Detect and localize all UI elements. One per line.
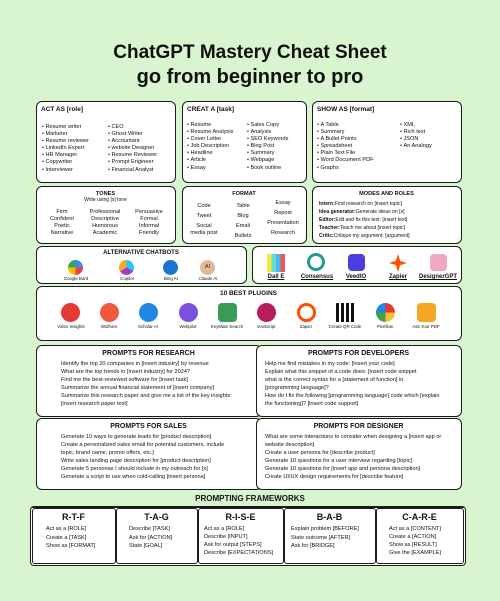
format-panel	[182, 186, 307, 244]
prompt-line: Write sales landing page description for [product description]	[61, 458, 211, 464]
voxscript-icon[interactable]	[257, 303, 276, 322]
prompt-line: Generate 10 ways to generate leads for [product description]	[61, 434, 212, 440]
framework-lines	[46, 525, 95, 551]
create-a-col1	[187, 122, 233, 172]
picellow-label: Picellow	[376, 324, 394, 329]
framework-rtf	[32, 508, 116, 564]
framework-care	[376, 508, 464, 564]
list-item: Social	[196, 222, 212, 229]
list-item: • XML	[400, 122, 432, 129]
chatbots-title: ALTERNATIVE CHATBOTS	[103, 250, 179, 256]
framework-lines	[291, 525, 359, 551]
zapier-plugin-icon[interactable]	[297, 303, 316, 322]
list-item: Informal	[138, 222, 160, 229]
framework-line: State [GOAL]	[129, 543, 163, 549]
list-item: Repost	[274, 209, 292, 216]
prompt-line: Generate 10 questions for a user interview regarding [topic]	[265, 458, 413, 464]
framework-line: Show as [FORMAT]	[46, 543, 96, 549]
tools-panel	[252, 246, 462, 284]
video-insights-label: Video Insights	[57, 324, 85, 329]
show-as-title: SHOW AS [format]	[317, 106, 375, 113]
format-col2	[225, 203, 261, 240]
framework-line: Describe [INPUT]	[204, 534, 248, 540]
list-item: • A Table	[317, 122, 374, 129]
list-item: • Resume reviewer	[42, 138, 89, 145]
list-item: Essay	[275, 200, 291, 206]
framework-line: Create a [ACTION]	[389, 534, 437, 540]
chatbots-panel	[36, 246, 247, 284]
list-item: • Plain Text File	[317, 150, 374, 157]
list-item: • Spreadsheet	[317, 143, 374, 150]
list-item: Persuasive	[135, 209, 163, 215]
list-item: Bullets	[234, 232, 252, 239]
zapier-plugin-label: Zapier	[299, 324, 313, 329]
list-item: Narrative	[50, 229, 74, 236]
list-item: • Copywriter	[42, 159, 89, 166]
act-as-panel	[36, 101, 176, 183]
prompt-line: what is the correct syntax for a [statement of function] in	[265, 377, 404, 383]
research-lines	[61, 360, 232, 408]
veedio-link[interactable]: VeedIO	[345, 274, 367, 280]
modes-title: MODES AND ROLES	[359, 191, 414, 197]
prompt-line: the functioning]? [insert code support]	[265, 401, 359, 407]
list-item: • Cover Letter	[187, 136, 233, 143]
prompt-line: What are the top trends in [insert industry] for 2024?	[61, 369, 191, 375]
designergpt-icon[interactable]	[430, 254, 447, 271]
list-item: • Word Document PDF	[317, 157, 374, 164]
list-item: • Accountant	[108, 138, 157, 145]
sales-panel	[36, 418, 262, 490]
format-col3	[261, 200, 305, 237]
webpilot-label: Webpilot	[179, 324, 197, 329]
developers-panel	[256, 345, 462, 417]
google-bard-label: Google Bard	[63, 276, 89, 281]
list-item: Poetic	[54, 222, 70, 229]
designer-panel	[256, 418, 462, 490]
developers-title: PROMPTS FOR DEVELOPERS	[307, 350, 410, 357]
list-item: • Resume Reviewer	[108, 152, 157, 159]
keymate-search-label: KeyMate Search	[210, 324, 244, 329]
tones-col3	[129, 209, 169, 237]
tones-title: TONES	[95, 191, 116, 197]
framework-line: Create a [TASK]	[46, 534, 87, 541]
show-as-col1	[317, 122, 374, 172]
list-item: Table	[236, 203, 250, 209]
prompt-line: Help me find mistakes in my code: [insert your code]	[265, 361, 395, 367]
list-item: • Summary	[247, 150, 288, 157]
show-as-col2	[400, 122, 432, 150]
format-col1	[185, 203, 223, 237]
framework-rise	[198, 508, 284, 564]
format-title: FORMAT	[232, 191, 256, 197]
list-item: • Book outline	[247, 165, 288, 172]
framework-lines	[129, 525, 172, 551]
prompt-line: Generate 10 questions for [insert app and persona description]	[265, 466, 421, 472]
modes-list	[319, 200, 410, 240]
list-item: • A Bullet Points	[317, 136, 374, 143]
dall-e-icon[interactable]	[267, 254, 285, 272]
list-item: • HR Manager	[42, 152, 89, 159]
prompt-line: What are some interactions to consider when designing a [insert app or	[265, 434, 442, 440]
tones-col2	[83, 209, 127, 237]
framework-line: Describe [TASK]	[129, 526, 170, 532]
claude-ai-label: Claude AI	[198, 276, 218, 281]
prompt-line: How do I fix the following [programming language] code which [explain	[265, 393, 440, 399]
prompt-line: Summarize this research paper and give me a list of the key insights:	[61, 393, 232, 399]
list-item: • Summary	[317, 129, 374, 136]
keymate-search-icon[interactable]	[218, 303, 237, 322]
list-item: Presentation	[267, 219, 299, 226]
list-item: • CEO	[108, 124, 157, 131]
list-item: • Sales Copy	[247, 122, 288, 129]
list-item: Confident	[50, 215, 74, 222]
list-item: • Essay	[187, 165, 233, 172]
list-item: • Article	[187, 157, 233, 164]
list-item: Firm	[56, 209, 68, 215]
ask-your-pdf-label: Ask Your PDF	[412, 324, 440, 329]
list-item: • Resume Analysis	[187, 129, 233, 136]
ask-your-pdf-icon[interactable]	[417, 303, 436, 322]
plugins-title: 10 BEST PLUGINS	[219, 290, 278, 297]
list-item: Formal	[140, 215, 158, 222]
wolfram-label: Wolfram	[100, 324, 118, 329]
framework-name: R-T-F	[62, 512, 85, 522]
list-item: Academic	[92, 229, 118, 236]
research-title: PROMPTS FOR RESEARCH	[102, 350, 195, 357]
list-item: Professional	[89, 209, 121, 215]
list-item: media post	[190, 229, 218, 236]
developers-lines	[265, 360, 439, 408]
list-item: Critic:Critique my argument: [argument]	[319, 233, 410, 239]
zapier-icon[interactable]	[389, 254, 407, 272]
act-as-col1	[42, 124, 89, 174]
list-item: • Marketer	[42, 131, 89, 138]
list-item: Code	[197, 203, 211, 209]
scholar-ai-label: Scholar AI	[137, 324, 158, 329]
consensus-icon[interactable]	[307, 253, 325, 271]
list-item: • Blog Post	[247, 143, 288, 150]
prompt-line: topic, brand name, promo offers, etc.]	[61, 450, 154, 456]
prompt-line: website description]	[265, 442, 315, 448]
veedio-icon[interactable]	[348, 254, 365, 271]
list-item: Humorous	[92, 222, 118, 229]
copilot-label: Copilot	[120, 276, 134, 281]
list-item: • Prompt Engineer	[108, 159, 157, 166]
list-item: Email	[236, 222, 250, 229]
video-insights-icon[interactable]	[61, 303, 80, 322]
framework-line: Act as a [CONTENT]	[389, 526, 441, 532]
picellow-icon[interactable]	[376, 303, 395, 322]
list-item: Idea generator:Generate ideas on [x]	[319, 209, 405, 215]
plugins-panel	[36, 286, 462, 341]
list-item: Descriptive	[91, 215, 119, 222]
list-item: • Interviewer	[42, 167, 89, 174]
prompt-line: [insert research paper text]	[61, 401, 128, 407]
list-item: • website Designer	[108, 145, 157, 152]
prompt-line: Create UI/UX design requirements for [describe feature]	[265, 474, 404, 480]
research-panel	[36, 345, 262, 417]
page-subtitle: go from beginner to pro	[136, 66, 364, 88]
framework-name: C-A-R-E	[402, 512, 437, 522]
prompt-line: Explain what this snippet of a code does: [insert code snippet	[265, 369, 417, 375]
list-item: • JSON	[400, 136, 432, 143]
framework-line: Act as a [ROLE]	[204, 526, 245, 532]
framework-line: Describe [EXPECTATIONS]	[204, 550, 274, 556]
create-a-panel	[182, 101, 307, 183]
tones-panel	[36, 186, 176, 244]
prompt-line: Summarize the annual financial statement of [insert company]	[61, 385, 214, 391]
prompt-line: Create a personalized sales email for potential customers, include	[61, 442, 225, 448]
qr-code-label: Create QR Code	[328, 324, 362, 329]
prompt-line: [programming language]?	[265, 385, 329, 391]
framework-line: Explain problem [BEFORE]	[291, 526, 359, 532]
claude-ai-icon[interactable]: AI	[200, 260, 215, 275]
list-item: • Financial Analyst	[108, 167, 157, 174]
framework-line: State outcome [AFTER]	[291, 534, 351, 541]
list-item: • Headline	[187, 150, 233, 157]
framework-lines	[389, 525, 441, 557]
framework-line: Ask for [ACTION]	[129, 534, 173, 541]
list-item: • Ghost Writer	[108, 131, 157, 138]
framework-tag	[116, 508, 198, 564]
voxscript-label: VoxScript	[256, 324, 276, 329]
designer-title: PROMPTS FOR DESIGNER	[313, 423, 404, 430]
act-as-col2	[108, 124, 157, 174]
prompt-line: Find me the best-reviewed software for [insert task]	[61, 377, 188, 383]
bing-ai-label: Bing AI	[164, 276, 178, 281]
list-item: • Resume writer	[42, 124, 89, 131]
list-item: • LinkedIn Expert	[42, 145, 89, 152]
create-a-col2	[247, 122, 288, 172]
list-item: • Webpage	[247, 157, 288, 164]
framework-line: Ask for [BRIDGE]	[291, 543, 335, 549]
list-item: Blog	[237, 212, 249, 219]
frameworks-title: PROMPTING FRAMEWORKS	[195, 494, 305, 503]
copilot-icon[interactable]	[119, 260, 134, 275]
list-item: • An Analogy	[400, 143, 432, 150]
list-item: Friendly	[139, 229, 159, 236]
prompt-line: Create a user persona for [describe product]	[265, 450, 375, 456]
tones-col1	[43, 209, 81, 237]
scholar-ai-icon[interactable]	[139, 303, 158, 322]
list-item: • Job Description	[187, 143, 233, 150]
framework-name: R-I-S-E	[225, 512, 256, 522]
google-bard-icon[interactable]	[68, 260, 83, 275]
framework-bab	[284, 508, 376, 564]
list-item: Editor:Edit and fix this text: [insert text]	[319, 217, 408, 223]
prompt-line: Generate a script to use when cold-calling [insert persona]	[61, 474, 206, 480]
list-item: • SEO Keywords	[247, 136, 288, 143]
framework-line: Show as [RESULT]	[389, 542, 437, 548]
modes-panel	[312, 186, 462, 244]
list-item: • Analysis	[247, 129, 288, 136]
framework-line: Ask for output [STEPS]	[204, 542, 262, 548]
framework-line: Give the [EXAMPLE]	[389, 550, 441, 556]
designergpt-link[interactable]: DesignerGPT	[418, 274, 457, 280]
consensus-link[interactable]: Consensus	[300, 274, 334, 280]
wolfram-icon[interactable]	[100, 303, 119, 322]
list-item: • Rich text	[400, 129, 432, 136]
dall-e-link[interactable]: Dall E	[267, 274, 285, 280]
list-item: Intern:Find research on [insert topic]	[319, 201, 402, 207]
show-as-panel	[312, 101, 462, 183]
list-item: • Resume	[187, 122, 233, 129]
bing-ai-icon[interactable]	[163, 260, 178, 275]
prompt-line: Identify the top 20 companies in [insert industry] by revenue	[61, 361, 209, 367]
prompt-line: Generate 5 personas I should include in my outreach for [x]	[61, 466, 208, 472]
webpilot-icon[interactable]	[179, 303, 198, 322]
designer-lines	[265, 433, 441, 481]
qr-code-icon[interactable]	[336, 303, 355, 322]
tones-subtitle: Write using [x] tone	[84, 197, 127, 203]
list-item: • Graphs	[317, 165, 374, 172]
list-item: Tweet	[196, 212, 212, 219]
framework-lines	[204, 525, 273, 557]
framework-name: T-A-G	[144, 512, 169, 522]
sales-lines	[61, 433, 224, 481]
sales-title: PROMPTS FOR SALES	[110, 423, 187, 430]
list-item: Teacher:Teach me about [insert topic]	[319, 225, 405, 231]
framework-line: Act as a [ROLE]	[46, 526, 87, 532]
act-as-title: ACT AS [role]	[41, 106, 84, 113]
list-item: Research	[271, 229, 295, 236]
create-a-title: CREAT A [task]	[187, 106, 235, 113]
page-title: ChatGPT Mastery Cheat Sheet	[113, 42, 387, 63]
zapier-link[interactable]: Zapier	[388, 274, 407, 280]
framework-name: B-A-B	[316, 512, 343, 522]
